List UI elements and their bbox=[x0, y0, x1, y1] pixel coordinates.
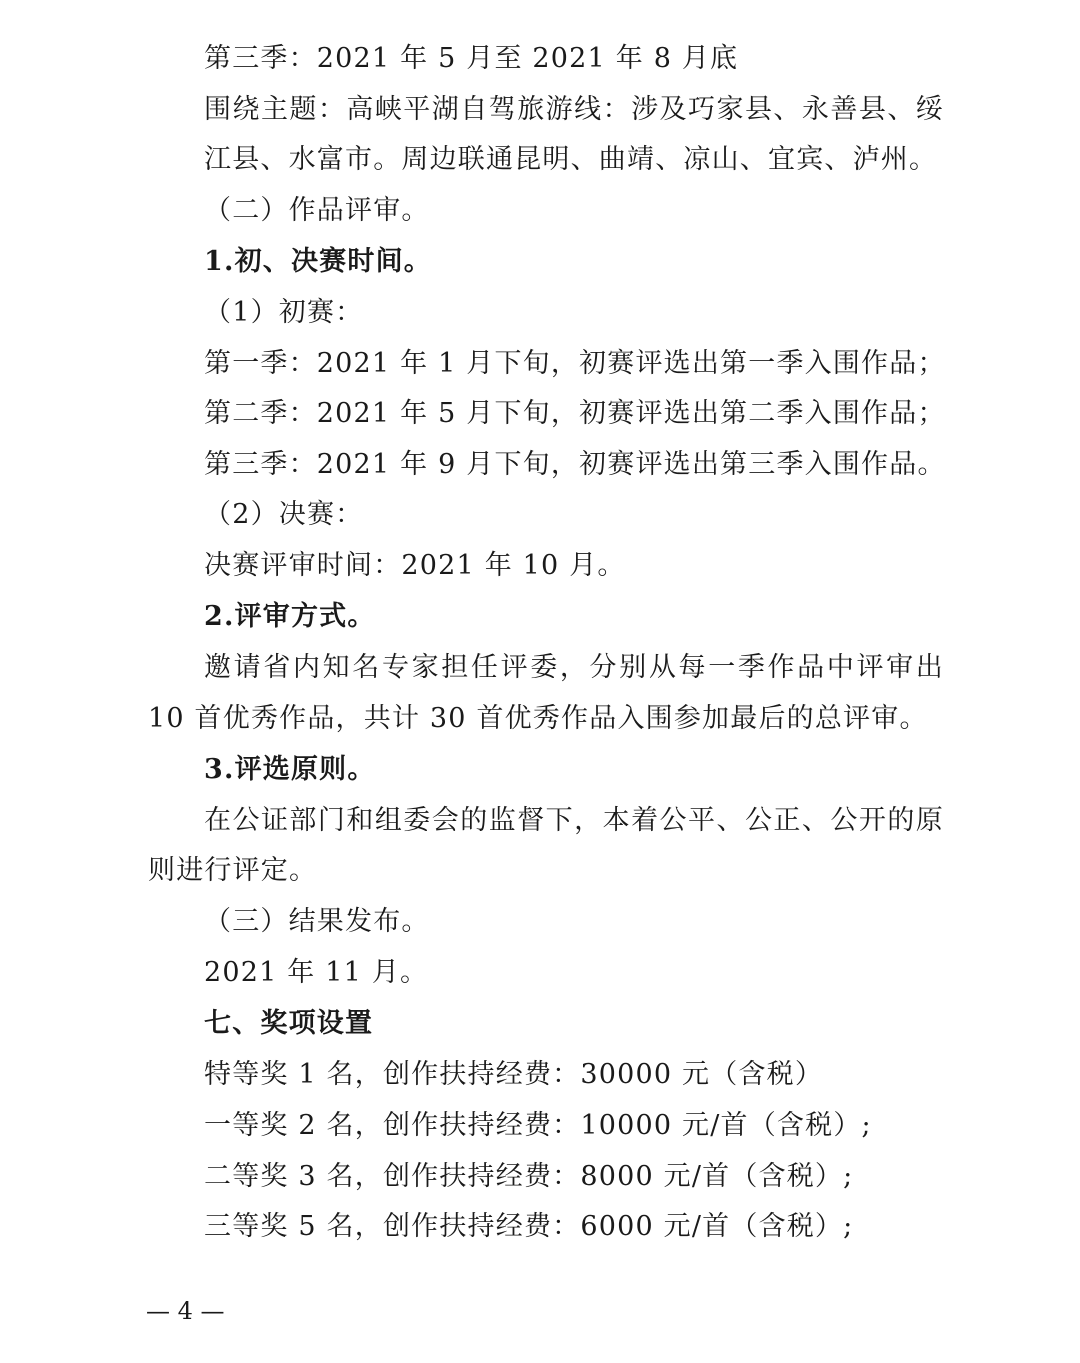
principles-line-1: 在公证部门和组委会的监督下，本着公平、公正、公开的原 bbox=[204, 805, 944, 836]
final-review-time: 决赛评审时间：2021 年 10 月。 bbox=[204, 550, 626, 581]
section-heading-review: （二）作品评审。 bbox=[204, 195, 430, 226]
review-method-line-1: 邀请省内知名专家担任评委，分别从每一季作品中评审出 bbox=[204, 652, 944, 683]
page-number: — 4 — bbox=[146, 1297, 225, 1325]
award-special: 特等奖 1 名，创作扶持经费：30000 元（含税） bbox=[204, 1059, 824, 1090]
season-one-preliminary: 第一季：2021 年 1 月下旬，初赛评选出第一季入围作品； bbox=[204, 348, 946, 379]
principles-line-2: 则进行评定。 bbox=[148, 855, 318, 886]
subheading-competition-schedule: 1.初、决赛时间。 bbox=[204, 246, 432, 277]
review-method-line-2: 10 首优秀作品，共计 30 首优秀作品入围参加最后的总评审。 bbox=[148, 703, 928, 734]
final-round-label: （2）决赛： bbox=[204, 499, 364, 530]
award-second: 二等奖 3 名，创作扶持经费：8000 元/首（含税）; bbox=[204, 1161, 854, 1192]
section-heading-awards: 七、奖项设置 bbox=[204, 1008, 374, 1039]
award-third: 三等奖 5 名，创作扶持经费：6000 元/首（含税）; bbox=[204, 1211, 854, 1242]
preliminary-round-label: （1）初赛： bbox=[204, 297, 364, 328]
theme-paragraph-line-2: 江县、水富市。周边联通昆明、曲靖、凉山、宜宾、泸州。 bbox=[204, 144, 938, 175]
theme-paragraph-line-1: 围绕主题：高峡平湖自驾旅游线：涉及巧家县、永善县、绥 bbox=[204, 94, 944, 125]
section-heading-results: （三）结果发布。 bbox=[204, 906, 430, 937]
season-three-preliminary: 第三季：2021 年 9 月下旬，初赛评选出第三季入围作品。 bbox=[204, 449, 946, 480]
season-two-preliminary: 第二季：2021 年 5 月下旬，初赛评选出第二季入围作品； bbox=[204, 398, 946, 429]
season-three-dates: 第三季：2021 年 5 月至 2021 年 8 月底 bbox=[204, 43, 739, 74]
results-date: 2021 年 11 月。 bbox=[204, 957, 429, 988]
subheading-review-method: 2.评审方式。 bbox=[204, 601, 376, 632]
subheading-selection-principles: 3.评选原则。 bbox=[204, 754, 376, 785]
award-first: 一等奖 2 名，创作扶持经费：10000 元/首（含税）; bbox=[204, 1110, 872, 1141]
